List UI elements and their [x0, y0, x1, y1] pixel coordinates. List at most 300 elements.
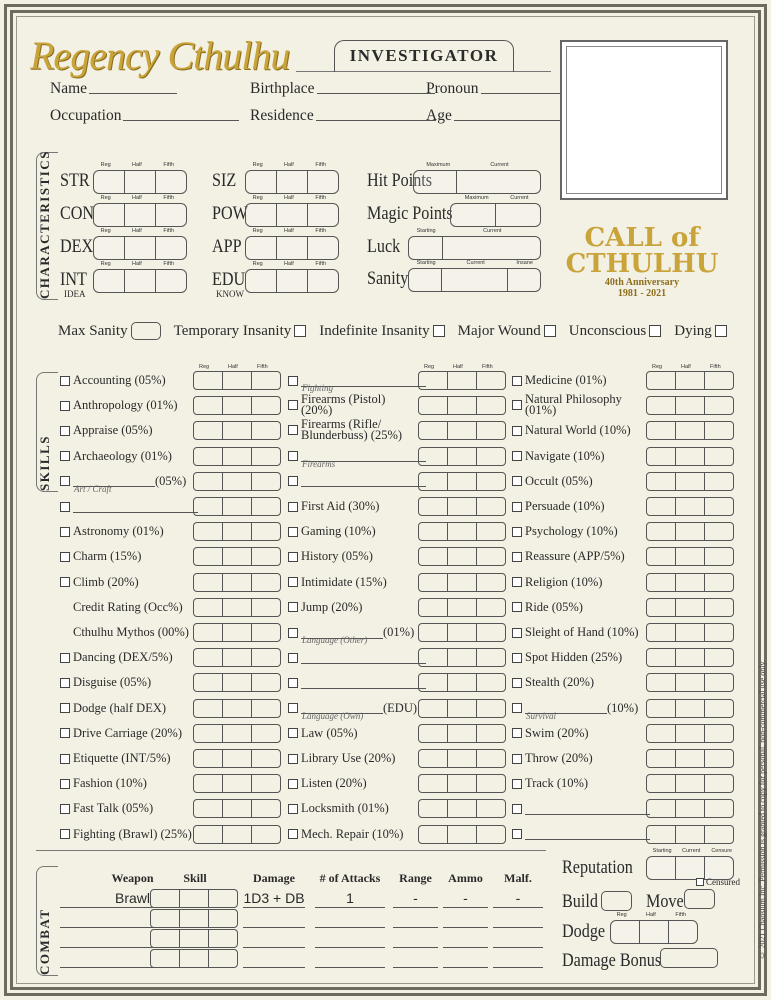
- skill-value-cell[interactable]: [194, 473, 223, 490]
- skill-value-cell[interactable]: [448, 574, 477, 591]
- combat-skill-cell[interactable]: [209, 890, 237, 907]
- dex-box-cell[interactable]: [156, 237, 186, 259]
- skill-value-cell[interactable]: [705, 750, 733, 767]
- skill-checkbox[interactable]: [512, 678, 522, 688]
- skill-value-cell[interactable]: [223, 498, 252, 515]
- skill-value-cell[interactable]: [676, 473, 705, 490]
- skill-value-box[interactable]: [418, 598, 506, 617]
- int-box-cell[interactable]: [156, 270, 186, 292]
- skill-value-cell[interactable]: [223, 624, 252, 641]
- skill-value-cell[interactable]: [194, 397, 223, 414]
- siz-box-cell[interactable]: [277, 171, 308, 193]
- skill-checkbox[interactable]: [60, 678, 70, 688]
- skill-checkbox[interactable]: [288, 779, 298, 789]
- skill-checkbox[interactable]: [512, 426, 522, 436]
- skill-value-cell[interactable]: [676, 397, 705, 414]
- skill-value-cell[interactable]: [223, 700, 252, 717]
- combat-skill-cell[interactable]: [209, 950, 237, 967]
- skill-checkbox[interactable]: [60, 829, 70, 839]
- dodge-box[interactable]: [610, 920, 698, 944]
- reputation-box-cell[interactable]: [705, 857, 733, 879]
- skill-value-cell[interactable]: [223, 448, 252, 465]
- skill-value-cell[interactable]: [419, 422, 448, 439]
- skill-value-cell[interactable]: [647, 700, 676, 717]
- skill-checkbox[interactable]: [60, 804, 70, 814]
- skill-value-box[interactable]: [646, 673, 734, 692]
- skill-value-box[interactable]: [193, 623, 281, 642]
- skill-value-cell[interactable]: [252, 750, 280, 767]
- skill-value-cell[interactable]: [419, 473, 448, 490]
- skill-value-box[interactable]: [418, 799, 506, 818]
- skill-value-cell[interactable]: [419, 624, 448, 641]
- skill-value-cell[interactable]: [252, 649, 280, 666]
- skill-value-cell[interactable]: [419, 750, 448, 767]
- skill-value-cell[interactable]: [448, 523, 477, 540]
- int-box-cell[interactable]: [125, 270, 156, 292]
- skill-checkbox[interactable]: [512, 728, 522, 738]
- skill-value-cell[interactable]: [705, 725, 733, 742]
- skill-value-box[interactable]: [646, 497, 734, 516]
- skill-value-cell[interactable]: [194, 574, 223, 591]
- skill-value-cell[interactable]: [647, 372, 676, 389]
- skill-value-box[interactable]: [646, 598, 734, 617]
- skill-value-box[interactable]: [418, 724, 506, 743]
- skill-value-cell[interactable]: [252, 574, 280, 591]
- skill-value-cell[interactable]: [676, 422, 705, 439]
- major-wound-checkbox[interactable]: [544, 325, 556, 337]
- skill-value-cell[interactable]: [477, 674, 505, 691]
- skill-checkbox[interactable]: [512, 577, 522, 587]
- skill-value-box[interactable]: [418, 497, 506, 516]
- skill-value-box[interactable]: [193, 699, 281, 718]
- skill-value-cell[interactable]: [223, 649, 252, 666]
- skill-value-cell[interactable]: [252, 599, 280, 616]
- skill-value-box[interactable]: [646, 724, 734, 743]
- skill-value-cell[interactable]: [223, 725, 252, 742]
- skill-value-cell[interactable]: [252, 372, 280, 389]
- combat-skill-cell[interactable]: [151, 890, 180, 907]
- skill-value-cell[interactable]: [194, 498, 223, 515]
- skill-value-cell[interactable]: [448, 700, 477, 717]
- pow-box-cell[interactable]: [277, 204, 308, 226]
- skill-value-cell[interactable]: [419, 523, 448, 540]
- skill-value-cell[interactable]: [676, 826, 705, 843]
- app-box[interactable]: [245, 236, 339, 260]
- skill-value-cell[interactable]: [676, 775, 705, 792]
- skill-checkbox[interactable]: [512, 653, 522, 663]
- skill-value-box[interactable]: [646, 547, 734, 566]
- con-box[interactable]: [93, 203, 187, 227]
- reputation-box-cell[interactable]: [676, 857, 705, 879]
- dodge-box-cell[interactable]: [669, 921, 697, 943]
- combat-skill-cell[interactable]: [151, 950, 180, 967]
- skill-checkbox[interactable]: [288, 527, 298, 537]
- indefinite-insanity-checkbox[interactable]: [433, 325, 445, 337]
- skill-checkbox[interactable]: [60, 653, 70, 663]
- skill-value-cell[interactable]: [705, 523, 733, 540]
- combat-skill-cell[interactable]: [151, 910, 180, 927]
- skill-value-cell[interactable]: [647, 599, 676, 616]
- skill-checkbox[interactable]: [512, 451, 522, 461]
- skill-value-cell[interactable]: [448, 473, 477, 490]
- skill-value-cell[interactable]: [647, 725, 676, 742]
- skill-value-cell[interactable]: [194, 800, 223, 817]
- skill-checkbox[interactable]: [288, 653, 298, 663]
- skill-value-box[interactable]: [418, 421, 506, 440]
- skill-value-cell[interactable]: [705, 624, 733, 641]
- siz-box-cell[interactable]: [308, 171, 338, 193]
- skill-value-cell[interactable]: [676, 725, 705, 742]
- combat-cell[interactable]: Brawl: [114, 890, 150, 906]
- skill-value-box[interactable]: [193, 371, 281, 390]
- pow-box-cell[interactable]: [246, 204, 277, 226]
- combat-skill-box[interactable]: [150, 889, 238, 908]
- skill-value-cell[interactable]: [705, 498, 733, 515]
- skill-value-cell[interactable]: [477, 750, 505, 767]
- skill-value-cell[interactable]: [477, 574, 505, 591]
- skill-value-cell[interactable]: [676, 700, 705, 717]
- skill-value-cell[interactable]: [705, 397, 733, 414]
- pow-box-cell[interactable]: [308, 204, 338, 226]
- edu-box-cell[interactable]: [308, 270, 338, 292]
- skill-checkbox[interactable]: [288, 602, 298, 612]
- skill-value-cell[interactable]: [676, 649, 705, 666]
- skill-value-cell[interactable]: [252, 725, 280, 742]
- skill-checkbox[interactable]: [288, 628, 298, 638]
- skill-value-cell[interactable]: [252, 422, 280, 439]
- occupation-input[interactable]: [123, 120, 239, 121]
- con-box-cell[interactable]: [125, 204, 156, 226]
- skill-checkbox[interactable]: [60, 451, 70, 461]
- skill-checkbox[interactable]: [60, 552, 70, 562]
- skill-value-cell[interactable]: [252, 775, 280, 792]
- skill-value-cell[interactable]: [223, 473, 252, 490]
- skill-value-cell[interactable]: [252, 498, 280, 515]
- skill-value-cell[interactable]: [705, 448, 733, 465]
- skill-value-cell[interactable]: [647, 548, 676, 565]
- skill-value-cell[interactable]: [448, 498, 477, 515]
- skill-value-box[interactable]: [418, 774, 506, 793]
- skill-value-cell[interactable]: [252, 473, 280, 490]
- skill-checkbox[interactable]: [60, 376, 70, 386]
- luck-box[interactable]: [408, 236, 541, 260]
- censured-checkbox[interactable]: [696, 878, 704, 886]
- hit-points-box-cell[interactable]: [457, 171, 540, 193]
- skill-value-cell[interactable]: [419, 674, 448, 691]
- str-box-cell[interactable]: [156, 171, 186, 193]
- skill-name-input[interactable]: [525, 828, 650, 840]
- skill-value-cell[interactable]: [477, 422, 505, 439]
- combat-cell[interactable]: -: [515, 890, 521, 906]
- skill-value-box[interactable]: [193, 497, 281, 516]
- dodge-box-cell[interactable]: [611, 921, 640, 943]
- skill-value-cell[interactable]: [477, 523, 505, 540]
- skill-value-cell[interactable]: [477, 397, 505, 414]
- skill-value-cell[interactable]: [419, 775, 448, 792]
- skill-value-box[interactable]: [418, 371, 506, 390]
- skill-value-box[interactable]: [646, 522, 734, 541]
- skill-value-cell[interactable]: [676, 624, 705, 641]
- skill-value-cell[interactable]: [448, 800, 477, 817]
- skill-value-cell[interactable]: [705, 473, 733, 490]
- skill-checkbox[interactable]: [288, 552, 298, 562]
- residence-input[interactable]: [316, 120, 436, 121]
- skill-value-cell[interactable]: [223, 775, 252, 792]
- skill-value-box[interactable]: [193, 447, 281, 466]
- skill-value-cell[interactable]: [194, 826, 223, 843]
- skill-checkbox[interactable]: [512, 804, 522, 814]
- skill-value-box[interactable]: [418, 648, 506, 667]
- skill-value-cell[interactable]: [647, 674, 676, 691]
- skill-value-box[interactable]: [646, 371, 734, 390]
- skill-value-cell[interactable]: [419, 397, 448, 414]
- app-box-cell[interactable]: [308, 237, 338, 259]
- skill-value-cell[interactable]: [194, 649, 223, 666]
- skill-value-cell[interactable]: [647, 397, 676, 414]
- skill-value-cell[interactable]: [477, 498, 505, 515]
- skill-value-cell[interactable]: [448, 624, 477, 641]
- app-box-cell[interactable]: [277, 237, 308, 259]
- combat-skill-cell[interactable]: [180, 930, 209, 947]
- con-box-cell[interactable]: [94, 204, 125, 226]
- skill-checkbox[interactable]: [288, 728, 298, 738]
- skill-value-cell[interactable]: [223, 826, 252, 843]
- con-box-cell[interactable]: [156, 204, 186, 226]
- skill-value-cell[interactable]: [676, 800, 705, 817]
- edu-box-cell[interactable]: [246, 270, 277, 292]
- combat-skill-cell[interactable]: [180, 910, 209, 927]
- skill-value-box[interactable]: [193, 724, 281, 743]
- skill-value-cell[interactable]: [194, 548, 223, 565]
- skill-checkbox[interactable]: [512, 476, 522, 486]
- skill-value-box[interactable]: [646, 774, 734, 793]
- skill-value-cell[interactable]: [223, 372, 252, 389]
- combat-cell[interactable]: 1: [346, 890, 354, 906]
- skill-value-cell[interactable]: [647, 448, 676, 465]
- skill-value-cell[interactable]: [419, 448, 448, 465]
- skill-value-cell[interactable]: [194, 523, 223, 540]
- skill-checkbox[interactable]: [512, 703, 522, 713]
- skill-checkbox[interactable]: [288, 476, 298, 486]
- skill-checkbox[interactable]: [512, 502, 522, 512]
- skill-value-cell[interactable]: [194, 700, 223, 717]
- name-input[interactable]: [89, 93, 177, 94]
- skill-checkbox[interactable]: [512, 376, 522, 386]
- skill-value-cell[interactable]: [419, 725, 448, 742]
- int-box[interactable]: [93, 269, 187, 293]
- skill-name-input[interactable]: [301, 652, 426, 664]
- skill-value-cell[interactable]: [477, 649, 505, 666]
- edu-box[interactable]: [245, 269, 339, 293]
- skill-value-cell[interactable]: [448, 372, 477, 389]
- skill-value-cell[interactable]: [252, 674, 280, 691]
- skill-value-cell[interactable]: [477, 548, 505, 565]
- skill-checkbox[interactable]: [60, 703, 70, 713]
- skill-value-cell[interactable]: [705, 422, 733, 439]
- magic-points-box-cell[interactable]: [451, 204, 496, 226]
- skill-value-cell[interactable]: [419, 574, 448, 591]
- skill-value-cell[interactable]: [448, 448, 477, 465]
- dex-box-cell[interactable]: [94, 237, 125, 259]
- skill-value-cell[interactable]: [419, 826, 448, 843]
- age-input[interactable]: [454, 120, 562, 121]
- sanity-box[interactable]: [408, 268, 541, 292]
- reputation-box-cell[interactable]: [647, 857, 676, 879]
- skill-checkbox[interactable]: [288, 400, 298, 410]
- skill-checkbox[interactable]: [512, 527, 522, 537]
- skill-checkbox[interactable]: [60, 426, 70, 436]
- skill-value-cell[interactable]: [194, 372, 223, 389]
- skill-checkbox[interactable]: [60, 476, 70, 486]
- skill-checkbox[interactable]: [288, 703, 298, 713]
- skill-value-cell[interactable]: [448, 674, 477, 691]
- skill-checkbox[interactable]: [512, 602, 522, 612]
- skill-checkbox[interactable]: [512, 628, 522, 638]
- skill-checkbox[interactable]: [512, 754, 522, 764]
- skill-value-box[interactable]: [193, 472, 281, 491]
- combat-skill-box[interactable]: [150, 909, 238, 928]
- skill-value-box[interactable]: [646, 749, 734, 768]
- dex-box-cell[interactable]: [125, 237, 156, 259]
- skill-checkbox[interactable]: [60, 401, 70, 411]
- move-box[interactable]: [684, 889, 715, 909]
- skill-value-cell[interactable]: [705, 548, 733, 565]
- combat-skill-cell[interactable]: [209, 910, 237, 927]
- skill-checkbox[interactable]: [512, 552, 522, 562]
- skill-value-cell[interactable]: [419, 800, 448, 817]
- sanity-box-cell[interactable]: [508, 269, 540, 291]
- skill-value-box[interactable]: [418, 825, 506, 844]
- skill-value-cell[interactable]: [223, 548, 252, 565]
- skill-name-input[interactable]: [73, 501, 198, 513]
- skill-value-cell[interactable]: [647, 523, 676, 540]
- skill-value-cell[interactable]: [223, 422, 252, 439]
- skill-value-cell[interactable]: [705, 649, 733, 666]
- skill-value-box[interactable]: [193, 799, 281, 818]
- skill-value-cell[interactable]: [194, 750, 223, 767]
- skill-value-box[interactable]: [418, 749, 506, 768]
- skill-name-input[interactable]: [301, 475, 426, 487]
- skill-value-cell[interactable]: [223, 599, 252, 616]
- str-box-cell[interactable]: [125, 171, 156, 193]
- skill-value-cell[interactable]: [194, 775, 223, 792]
- skill-value-box[interactable]: [193, 825, 281, 844]
- skill-value-cell[interactable]: [448, 422, 477, 439]
- skill-checkbox[interactable]: [288, 502, 298, 512]
- skill-value-cell[interactable]: [194, 624, 223, 641]
- skill-value-cell[interactable]: [252, 523, 280, 540]
- skill-value-cell[interactable]: [647, 624, 676, 641]
- skill-value-cell[interactable]: [223, 397, 252, 414]
- skill-value-cell[interactable]: [705, 826, 733, 843]
- skill-value-cell[interactable]: [647, 649, 676, 666]
- skill-value-cell[interactable]: [477, 624, 505, 641]
- skill-value-cell[interactable]: [448, 397, 477, 414]
- skill-checkbox[interactable]: [60, 779, 70, 789]
- skill-value-box[interactable]: [193, 648, 281, 667]
- skill-value-cell[interactable]: [477, 826, 505, 843]
- skill-value-box[interactable]: [193, 522, 281, 541]
- skill-value-cell[interactable]: [448, 826, 477, 843]
- combat-skill-cell[interactable]: [180, 890, 209, 907]
- skill-checkbox[interactable]: [288, 678, 298, 688]
- skill-value-box[interactable]: [646, 472, 734, 491]
- skill-value-cell[interactable]: [647, 473, 676, 490]
- skill-value-cell[interactable]: [252, 548, 280, 565]
- skill-value-cell[interactable]: [194, 422, 223, 439]
- skill-value-cell[interactable]: [705, 800, 733, 817]
- skill-value-cell[interactable]: [448, 750, 477, 767]
- combat-skill-cell[interactable]: [151, 930, 180, 947]
- app-box-cell[interactable]: [246, 237, 277, 259]
- skill-value-cell[interactable]: [705, 372, 733, 389]
- skill-value-cell[interactable]: [194, 599, 223, 616]
- hit-points-box[interactable]: [413, 170, 541, 194]
- skill-value-box[interactable]: [193, 673, 281, 692]
- skill-value-cell[interactable]: [676, 372, 705, 389]
- skill-value-box[interactable]: [646, 447, 734, 466]
- combat-cell[interactable]: -: [413, 890, 418, 906]
- skill-value-cell[interactable]: [676, 674, 705, 691]
- skill-value-box[interactable]: [418, 396, 506, 415]
- skill-checkbox[interactable]: [512, 400, 522, 410]
- skill-value-cell[interactable]: [223, 750, 252, 767]
- skill-value-box[interactable]: [418, 573, 506, 592]
- skill-value-cell[interactable]: [647, 574, 676, 591]
- skill-value-cell[interactable]: [647, 422, 676, 439]
- skill-value-cell[interactable]: [676, 574, 705, 591]
- skill-value-box[interactable]: [193, 573, 281, 592]
- skill-value-cell[interactable]: [194, 448, 223, 465]
- skill-value-cell[interactable]: [705, 700, 733, 717]
- skill-value-cell[interactable]: [647, 800, 676, 817]
- skill-value-cell[interactable]: [252, 700, 280, 717]
- edu-box-cell[interactable]: [277, 270, 308, 292]
- skill-value-box[interactable]: [646, 396, 734, 415]
- skill-value-cell[interactable]: [252, 397, 280, 414]
- skill-value-cell[interactable]: [705, 599, 733, 616]
- combat-skill-box[interactable]: [150, 929, 238, 948]
- skill-value-cell[interactable]: [448, 548, 477, 565]
- skill-value-cell[interactable]: [647, 750, 676, 767]
- skill-value-box[interactable]: [418, 673, 506, 692]
- skill-value-box[interactable]: [646, 825, 734, 844]
- sanity-box-cell[interactable]: [442, 269, 508, 291]
- skill-value-box[interactable]: [418, 522, 506, 541]
- skill-checkbox[interactable]: [288, 451, 298, 461]
- skill-value-box[interactable]: [418, 447, 506, 466]
- skill-checkbox[interactable]: [512, 829, 522, 839]
- skill-value-cell[interactable]: [223, 800, 252, 817]
- skill-value-cell[interactable]: [647, 498, 676, 515]
- skill-value-cell[interactable]: [477, 372, 505, 389]
- skill-value-cell[interactable]: [223, 574, 252, 591]
- hit-points-box-cell[interactable]: [414, 171, 457, 193]
- skill-value-cell[interactable]: [676, 548, 705, 565]
- skill-value-cell[interactable]: [647, 826, 676, 843]
- skill-value-box[interactable]: [418, 699, 506, 718]
- skill-value-cell[interactable]: [477, 700, 505, 717]
- skill-checkbox[interactable]: [288, 754, 298, 764]
- skill-value-cell[interactable]: [448, 775, 477, 792]
- skill-value-cell[interactable]: [448, 649, 477, 666]
- magic-points-box[interactable]: [450, 203, 541, 227]
- portrait-frame[interactable]: [560, 40, 728, 200]
- damage-bonus-box[interactable]: [660, 948, 718, 968]
- skill-value-cell[interactable]: [676, 599, 705, 616]
- dodge-box-cell[interactable]: [640, 921, 669, 943]
- skill-value-cell[interactable]: [477, 473, 505, 490]
